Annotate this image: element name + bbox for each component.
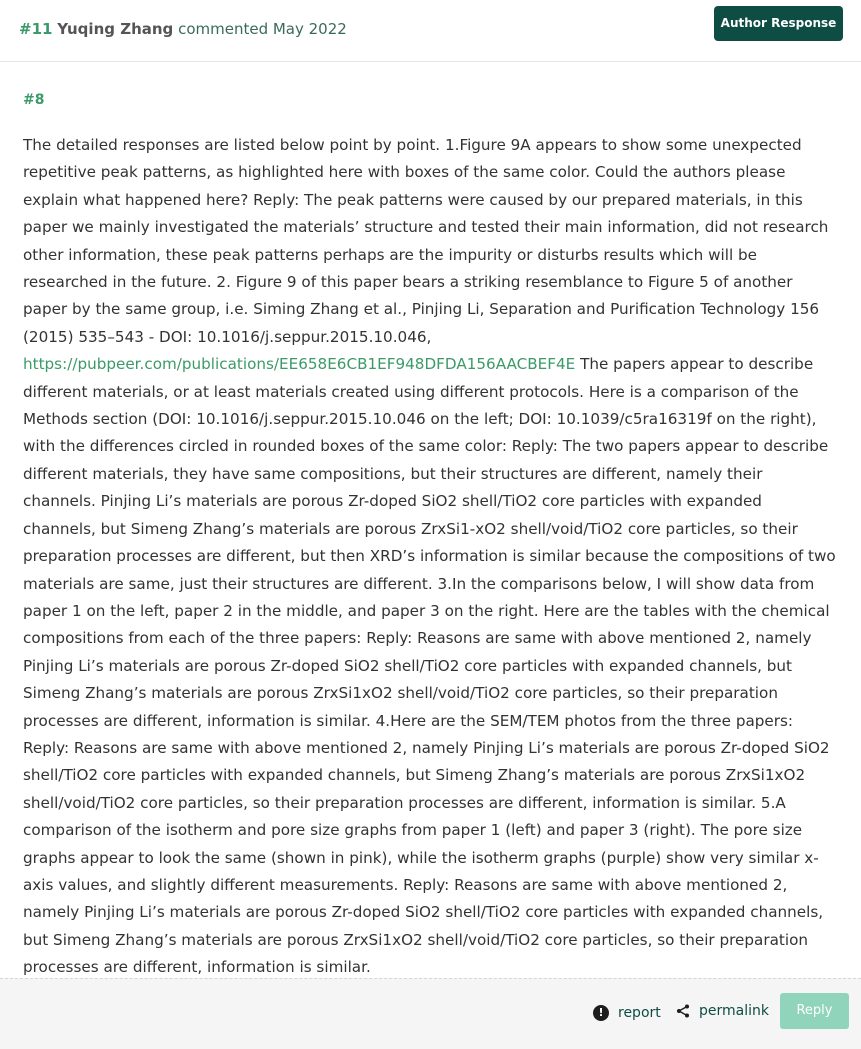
comment-body	[23, 88, 838, 982]
comment-author[interactable]: Yuqing Zhang	[57, 20, 174, 38]
pubpeer-link[interactable]: https://pubpeer.com/publications/EE658E6CB1EF948DFDA156AACBEF4E	[23, 355, 576, 374]
comment-date: commented May 2022	[178, 20, 347, 38]
reference-tag[interactable]: #8	[23, 92, 45, 108]
author-response-badge: Author Response	[714, 6, 843, 41]
comment-header	[0, 0, 861, 62]
comment-meta	[19, 19, 347, 39]
exclamation-circle-icon: !	[593, 1005, 609, 1021]
permalink-link[interactable]	[676, 1003, 769, 1019]
comment-footer	[0, 978, 861, 1049]
permalink-label: permalink	[699, 1003, 769, 1019]
reply-button[interactable]: Reply	[780, 993, 849, 1029]
comment-text-part-2: The papers appear to describe different materials, or at least materials created using different protocols. Here is a comparison of the Methods section (DOI: 10.1016/j.seppur.2015.10.046 on the left; DOI: 10.1039/c5ra16319f on the right), with the differences circled in rounded boxes of the same color: Reply: The two papers appear to describe different materials, they have same compositions, but their structures are different, namely their channels. Pinjing Li’s materials are porous Zr-doped SiO2 shell/TiO2 core particles with expanded channels, but Simeng Zhang’s materials are porous ZrxSi1-xO2 shell/void/TiO2 core particles, so their preparation processes are different, but then XRD’s information is similar because the compositions of two materials are same, just their structures are different. 3.In the comparisons below, I will show data from paper 1 on the left, paper 2 in the middle, and paper 3 on the right. Here are the tables with the chemical compositions from each of the three papers: Reply: Reasons are same with above mentioned 2, namely Pinjing Li’s materials are porous Zr-doped SiO2 shell/TiO2 core particles with expanded channels, but Simeng Zhang’s materials are porous ZrxSi1xO2 shell/void/TiO2 core particles, so their preparation processes are different, information is similar. 4.Here are the SEM/TEM photos from the three papers: Reply: Reasons are same with above mentioned 2, namely Pinjing Li’s materials are porous Zr-doped SiO2 shell/TiO2 core particles with expanded channels, but Simeng Zhang’s materials are porous ZrxSi1xO2 shell/void/TiO2 core particles, so their preparation processes are different, information is similar. 5.A comparison of the isotherm and pore size graphs from paper 1 (left) and paper 3 (right). The pore size graphs appear to look the same (shown in pink), while the isotherm graphs (purple) show very similar x-axis values, and slightly different measurements. Reply: Reasons are same with above mentioned 2, namely Pinjing Li’s materials are porous Zr-doped SiO2 shell/TiO2 core particles with expanded channels, but Simeng Zhang’s materials are porous ZrxSi1xO2 shell/void/TiO2 core particles, so their preparation processes are different, information is similar.	[23, 355, 836, 977]
report-label: report	[618, 1005, 661, 1021]
report-link[interactable]	[593, 1005, 661, 1021]
comment-number[interactable]: #11	[19, 20, 53, 38]
share-icon	[676, 1004, 690, 1018]
comment-text-part-1: The detailed responses are listed below point by point. 1.Figure 9A appears to show some unexpected repetitive peak patterns, as highlighted here with boxes of the same color. Could the authors please explain what happened here? Reply: The peak patterns were caused by our prepared materials, in this paper we mainly investigated the materials’ structure and tested their main information, did not research other information, these peak patterns perhaps are the impurity or disturbs results which will be researched in the future. 2. Figure 9 of this paper bears a striking resemblance to Figure 5 of another paper by the same group, i.e. Siming Zhang et al., Pinjing Li, Separation and Purification Technology 156 (2015) 535–543 - DOI: 10.1016/j.seppur.2015.10.046,	[23, 136, 829, 346]
comment-text	[23, 132, 838, 982]
